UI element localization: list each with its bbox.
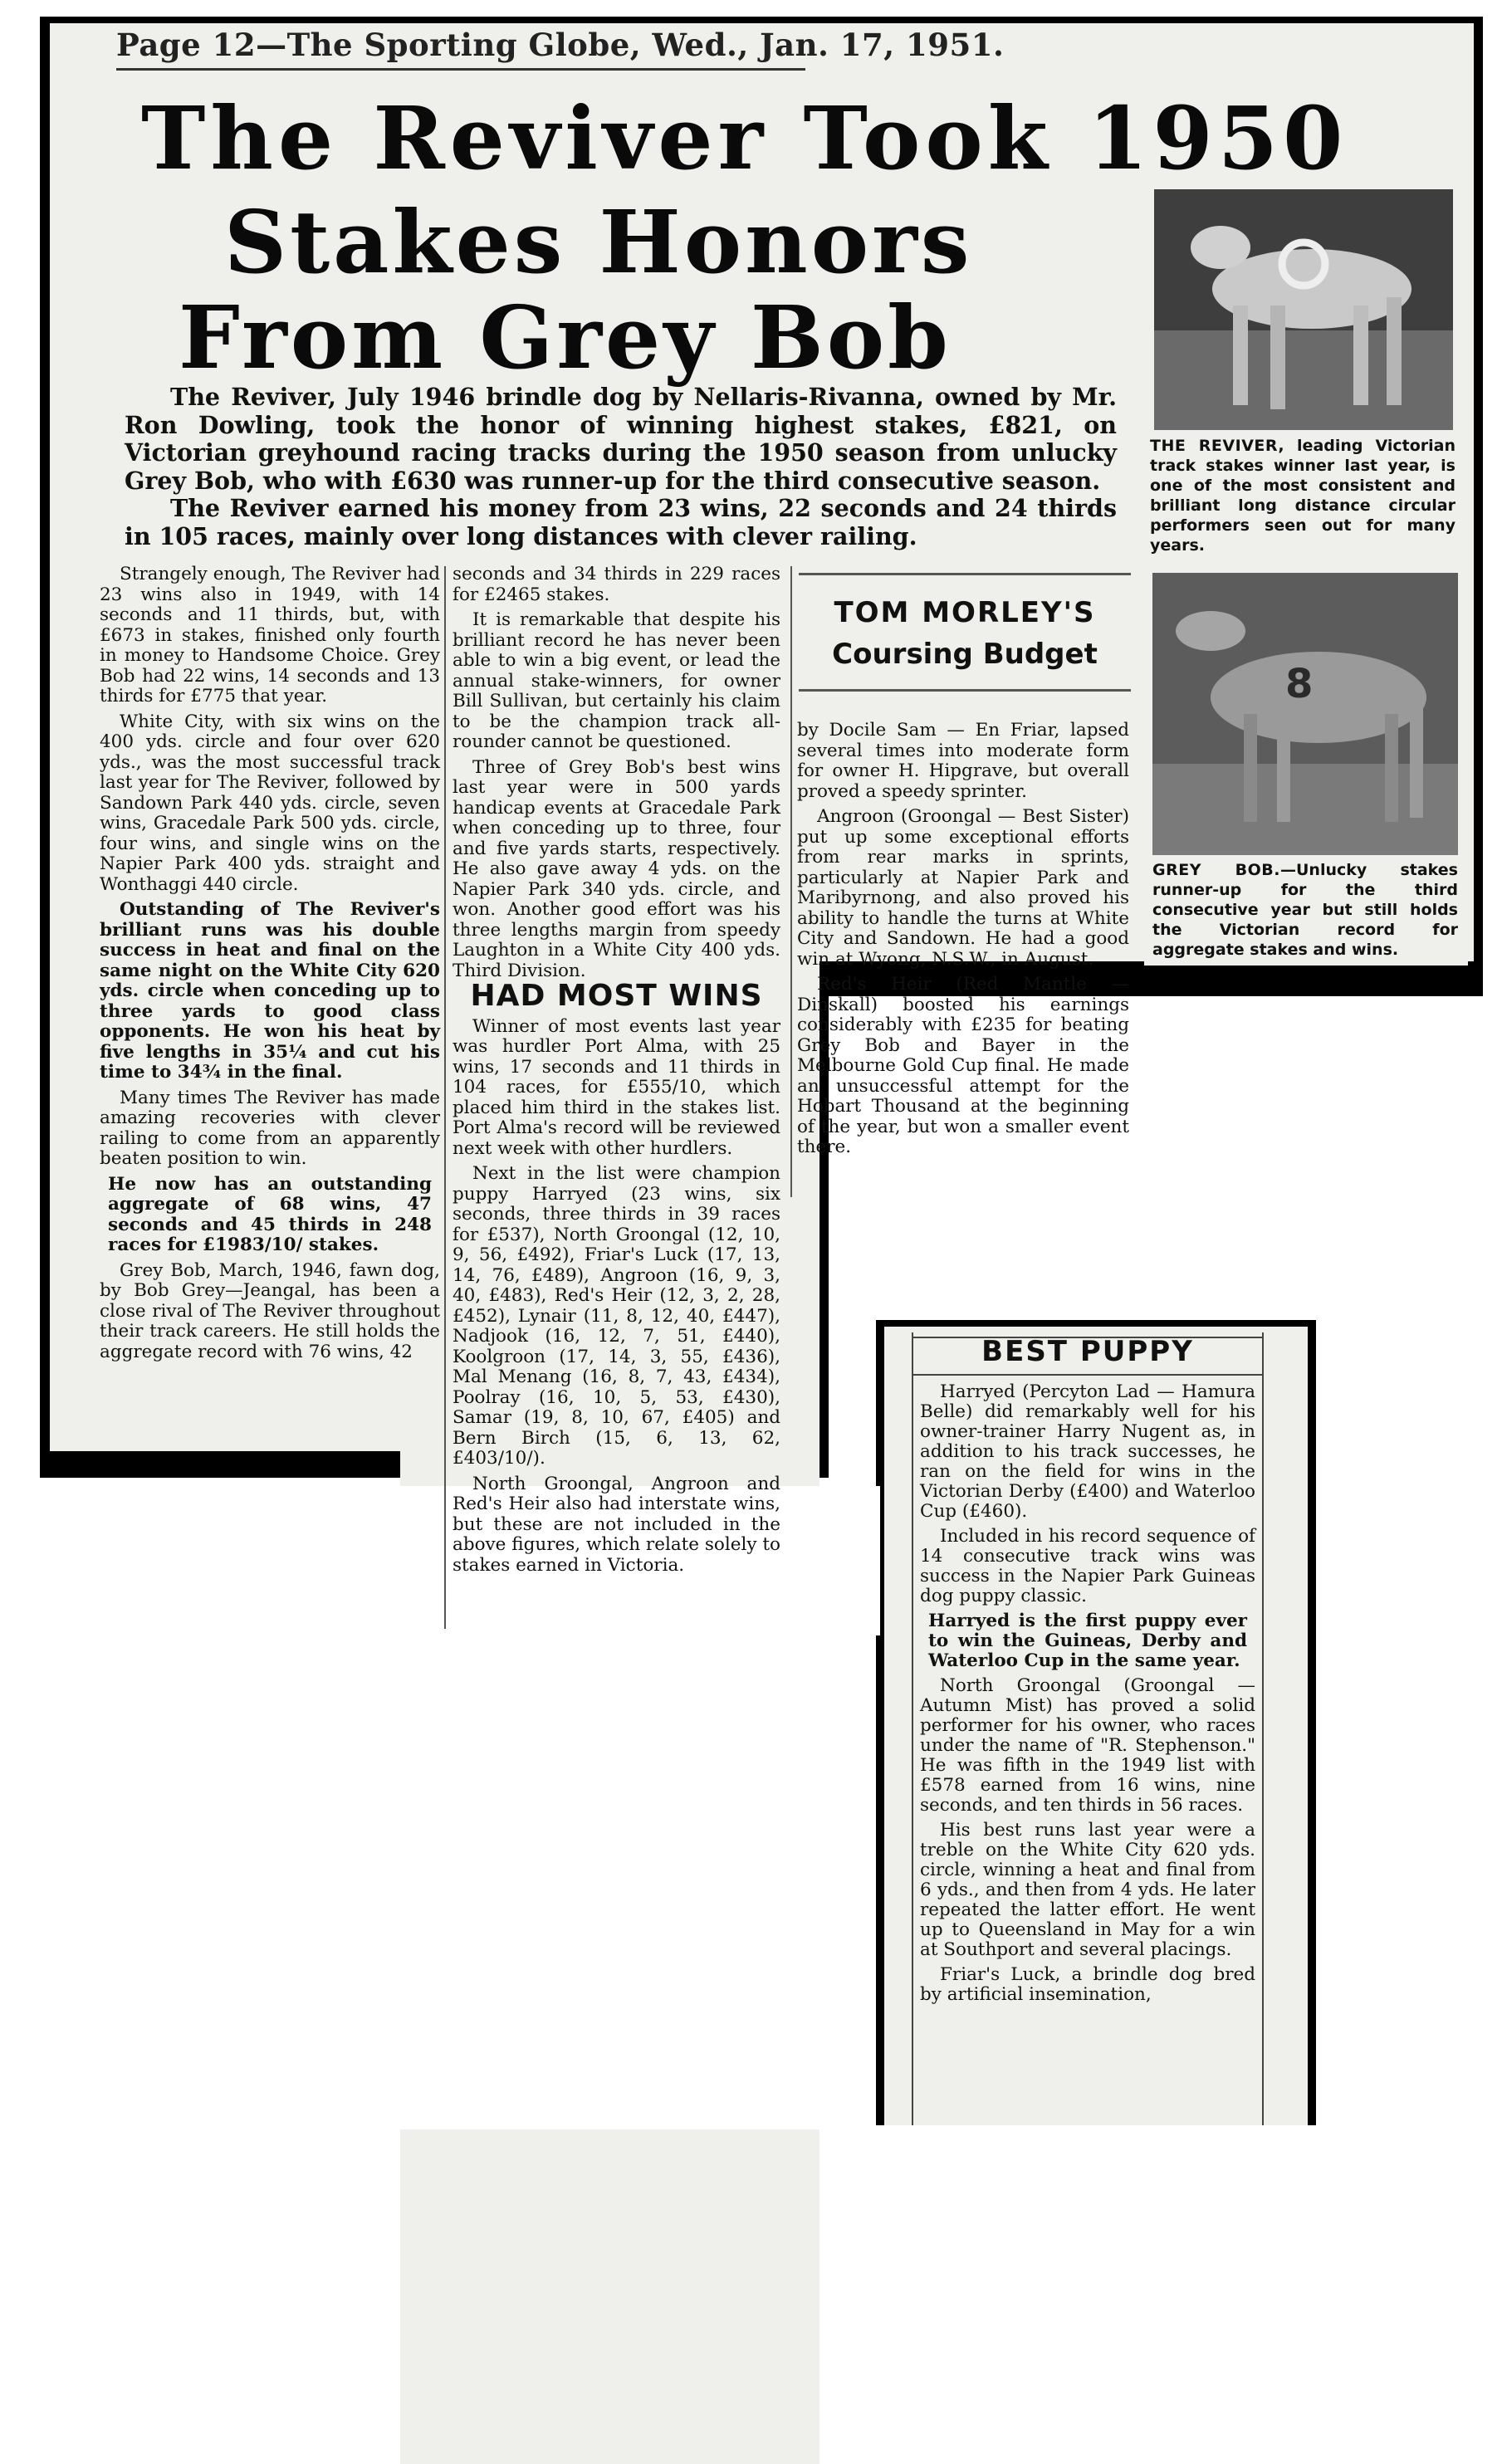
reviver-caption	[1150, 436, 1456, 555]
best-puppy-p2: Included in his record sequence of 14 consecutive track wins was success in the Napier Park Guineas dog puppy classic.	[920, 1526, 1255, 1606]
svg-text:8: 8	[1285, 661, 1314, 707]
col2-p2: It is remarkable that despite his brilliant record he has never been able to win a big event, or lead the annual stake-winners, for owner Bill Sullivan, but certainly his claim to be the champion track all-rounder cannot be questioned.	[453, 609, 780, 752]
reviver-dog-image	[1154, 189, 1453, 430]
col2-p5: Next in the list were champion puppy Harryed (23 wins, six seconds, three thirds in 39 races for £537), North Groongal (12, 10, 9, 56, £492), Friar's Luck (17, 13, 14, 76, £489), Angroon (16, 9, 3, 40, £483), Red's Heir (12, 3, 2, 28, £452), Lynair (11, 8, 12, 40, £447), Nadjook (16, 12, 7, 51, £440), Koolgroon (17, 14, 3, 55, £436), Mal Menang (16, 8, 7, 43, £434), Poolray (16, 10, 5, 53, £430), Samar (19, 8, 10, 67, £405) and Bern Birch (15, 6, 13, 62, £403/10/).	[453, 1163, 780, 1469]
best-puppy-p4: North Groongal (Groongal —Autumn Mist) has proved a solid performer for his owner, who races under the name of "R. Stephenson." He was fifth in the 1949 list with £578 earned from 16 wins, nine seconds, and ten thirds in 56 races.	[920, 1675, 1255, 1816]
col2-p4: Winner of most events last year was hurdler Port Alma, with 25 wins, 17 seconds and 11 thirds in 104 races, for £555/10, which placed him third in the stakes list. Port Alma's record will be reviewed next week with other hurdlers.	[453, 1015, 780, 1159]
best-puppy-rule-left	[912, 1332, 913, 2125]
best-puppy-p1: Harryed (Percyton Lad — Hamura Belle) did remarkably well for his owner-trainer Harry Nugent as, in addition to his track successes, he ran on the field for wins in the Victorian Derby (£400) and Waterloo Cup (£460).	[920, 1381, 1255, 1522]
grey-bob-caption	[1152, 860, 1458, 960]
best-puppy-p6: Friar's Luck, a brindle dog bred by artificial insemination,	[920, 1964, 1255, 2005]
reviver-caption-text: leading Victorian track stakes winner last year, is one of the most consistent and brilliant long distance circular performers seen out for many years.	[1150, 437, 1456, 555]
cutout-2	[400, 1631, 873, 2129]
headline-line-1: The Reviver Took 1950	[141, 87, 1348, 189]
coursing-title-1: TOM MORLEY'S	[834, 596, 1096, 629]
best-puppy-p3: Harryed is the first puppy ever to win the Guineas, Derby and Waterloo Cup in the same year.	[928, 1611, 1247, 1671]
reviver-photo	[1154, 189, 1453, 430]
best-puppy-rule-under-title	[912, 1374, 1264, 1376]
best-puppy-rule-right	[1262, 1332, 1264, 2125]
lead-paragraph	[125, 384, 1117, 550]
best-puppy-p5: His best runs last year were a treble on the White City 620 yds. circle, winning a heat and final from 6 yds., and then from 4 yds. He later repeated the latter effort. He went up to Queensland in May for a win at Southport and several placings.	[920, 1820, 1255, 1960]
col2-p6: North Groongal, Angroon and Red's Heir also had interstate wins, but these are not included in the above figures, which relate solely to stakes earned in Victoria.	[453, 1473, 780, 1576]
had-most-wins-heading: HAD MOST WINS	[470, 979, 763, 1013]
best-puppy-title: BEST PUPPY	[981, 1335, 1194, 1368]
column-1	[100, 565, 440, 1367]
col1-p6: Grey Bob, March, 1946, fawn dog, by Bob Grey—Jeangal, has been a close rival of The Reviver throughout their track careers. He still holds the aggregate record with 76 wins, 42	[100, 1259, 440, 1362]
headline-line-3: From Grey Bob	[179, 286, 952, 389]
grey-bob-photo	[1152, 573, 1458, 855]
headline-line-2: Stakes Honors	[224, 191, 973, 293]
coursing-title-2: Coursing Budget	[832, 638, 1098, 671]
col1-p4: Many times The Reviver has made amazing recoveries with clever railing to come from an apparently beaten position to win.	[100, 1087, 440, 1169]
coursing-p3: Red's Heir (Red Mantle — Dinskall) boosted his earnings considerably with £235 for beating Grey Bob and Bayer in the Melbourne Gold Cup final. He made an unsuccessful attempt for the Hobart Thousand at the beginning of the year, but won a smaller event there.	[797, 974, 1129, 1157]
col1-p1: Strangely enough, The Reviver had 23 wins also in 1949, with 14 seconds and 11 thirds, but, with £673 in stakes, finished only fourth in money to Handsome Choice. Grey Bob had 22 wins, 14 seconds and 13 thirds for £775 that year.	[100, 564, 440, 706]
column-rule-2	[790, 566, 792, 1197]
lead-p1: The Reviver, July 1946 brindle dog by Nellaris-Rivanna, owned by Mr. Ron Dowling, took the honor of winning highest stakes, £821, on Victorian greyhound racing tracks during the 1950 season from unlucky Grey Bob, who with £630 was runner-up for the third consecutive season.	[125, 383, 1117, 495]
coursing-box-rule-bottom	[799, 689, 1131, 692]
coursing-p1: by Docile Sam — En Friar, lapsed several times into moderate form for owner H. Hipgrave, but overall proved a speedy sprinter.	[797, 720, 1129, 802]
column-rule-1	[444, 566, 446, 1629]
col2-p1: seconds and 34 thirds in 229 races for £2465 stakes.	[453, 564, 780, 605]
reviver-caption-name: THE REVIVER,	[1150, 437, 1285, 455]
col2-p3: Three of Grey Bob's best wins last year were in 500 yards handicap events at Gracedale Park when conceding up to three, four and five yards starts, respectively. He also gave away 4 yds. on the Napier Park 340 yds. circle, and won. Another good effort was his three lengths margin from speedy Laughton in a White City 400 yds. Third Division.	[453, 756, 780, 981]
coursing-column	[797, 721, 1129, 1163]
column-2	[453, 565, 780, 1581]
coursing-p2: Angroon (Groongal — Best Sister) put up some exceptional efforts from rear marks in sprints, particularly at Napier Park and Maribyrnong, and also proved his ability to handle the turns at White City and Sandown. He had a good win at Wyong, N.S.W., in August.	[797, 806, 1129, 970]
lead-p2: The Reviver earned his money from 23 wins, 22 seconds and 24 thirds in 105 races, mainly over long distances with clever railing.	[125, 494, 1117, 550]
grey-bob-caption-text: —Unlucky stakes runner-up for the third consecutive year but still holds the Victorian record for aggregate stakes and wins.	[1152, 861, 1458, 959]
grey-bob-dog-image	[1152, 573, 1458, 855]
col1-p2: White City, with six wins on the 400 yds. circle and four over 620 yds., was the most successful track last year for The Reviver, followed by Sandown Park 440 yds. circle, seven wins, Gracedale Park 500 yds. circle, four wins, and single wins on the Napier Park 400 yds. straight and Wonthaggi 440 circle.	[100, 711, 440, 895]
grey-bob-caption-name: GREY BOB.	[1152, 861, 1280, 879]
col1-p5: He now has an outstanding aggregate of 68 wins, 47 seconds and 45 thirds in 248 races for £1983/10/ stakes.	[108, 1173, 432, 1255]
coursing-box-rule	[799, 573, 1131, 575]
col1-p3: Outstanding of The Reviver's brilliant runs was his double success in heat and final on the same night on the White City 620 yds. circle when conceding up to three yards to good class opponents. He won his heat by five lengths in 35¼ and cut his time to 34¾ in the final.	[100, 899, 440, 1083]
page-header: Page 12—The Sporting Globe, Wed., Jan. 17, 1951.	[116, 27, 1005, 63]
header-rule	[116, 68, 805, 71]
best-puppy-column	[920, 1382, 1255, 2010]
